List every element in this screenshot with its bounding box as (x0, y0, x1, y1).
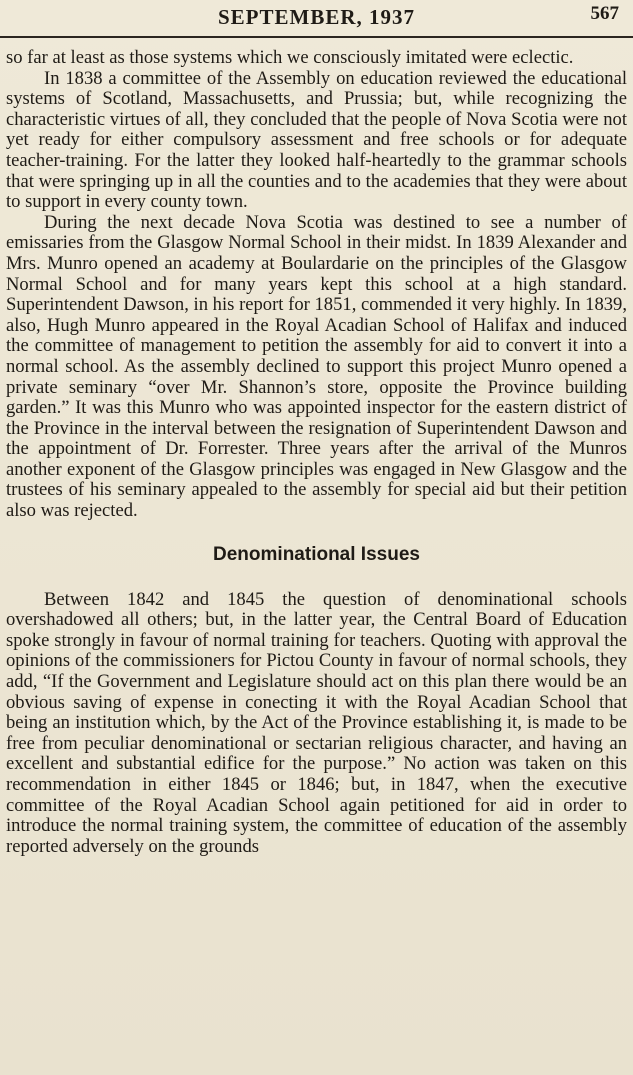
paragraph-glasgow-emissaries: During the next decade Nova Scotia was destined to see a number of emissaries from the Glasgow Normal School in their midst. In 1839 Alexander and Mrs. Munro opened an academy at Boulardarie on the principles of the Glasgow Normal School and for many years kept this school at a high standard. Superintendent Dawson, in his report for 1851, commended it very highly. In 1839, also, Hugh Munro appeared in the Royal Acadian School of Halifax and induced the committee of management to petition the assembly for aid to convert it into a normal school. As the assembly declined to support this project Munro opened a private seminary “over Mr. Shannon’s store, opposite the Province building garden.” It was this Munro who was appointed inspector for the eastern district of the Province in the interval between the resignation of Superintendent Dawson and the appointment of Dr. Forrester. Three years after the arrival of the Munros another exponent of the Glasgow principles was engaged in New Glasgow and the trustees of his seminary appealed to the assembly for special aid but their petition also was rejected. (6, 211, 627, 522)
paragraph-continuation: so far at least as those systems which we consciously imitated were eclectic. (6, 47, 574, 68)
section-heading: Denominational Issues (213, 543, 420, 565)
page-number: 567 (590, 3, 619, 24)
running-title: SEPTEMBER, 1937 (217, 5, 416, 29)
running-header (0, 0, 633, 38)
article-body (6, 48, 627, 857)
paragraph-denominational-schools: Between 1842 and 1845 the question of denominational schools overshadowed all others; but, in the latter year, the Central Board of Education spoke strongly in favour of normal training for teachers. Quoting with approval the opinions of the commissioners for Pictou County in favour of normal schools, they add, “If the Government and Legislature should act on this plan there would be an obvious saving of expense in conecting it with the Royal Acadian School that being an institution which, by the Act of the Province establishing it, is made to be free from peculiar denominational or sectarian religious character, and having an excellent and substantial edifice for the purpose.” No action was taken on this recommendation in either 1845 or 1846; but, in 1847, when the executive committee of the Royal Acadian School again petitioned for aid in order to introduce the normal training system, the committee of education of the assembly reported adversely on the grounds (6, 588, 627, 857)
paragraph-1838-committee: In 1838 a committee of the Assembly on education reviewed the educational systems of Scotland, Massachusetts, and Prussia; but, while recognizing the characteristic virtues of all, they concluded that the people of Nova Scotia were not yet ready for either compulsory assessment and free schools or for adequate teacher-training. For the latter they looked half-heartedly to the grammar schools that were springing up in all the counties and to the academies that they were about to support in every county town. (6, 67, 627, 213)
